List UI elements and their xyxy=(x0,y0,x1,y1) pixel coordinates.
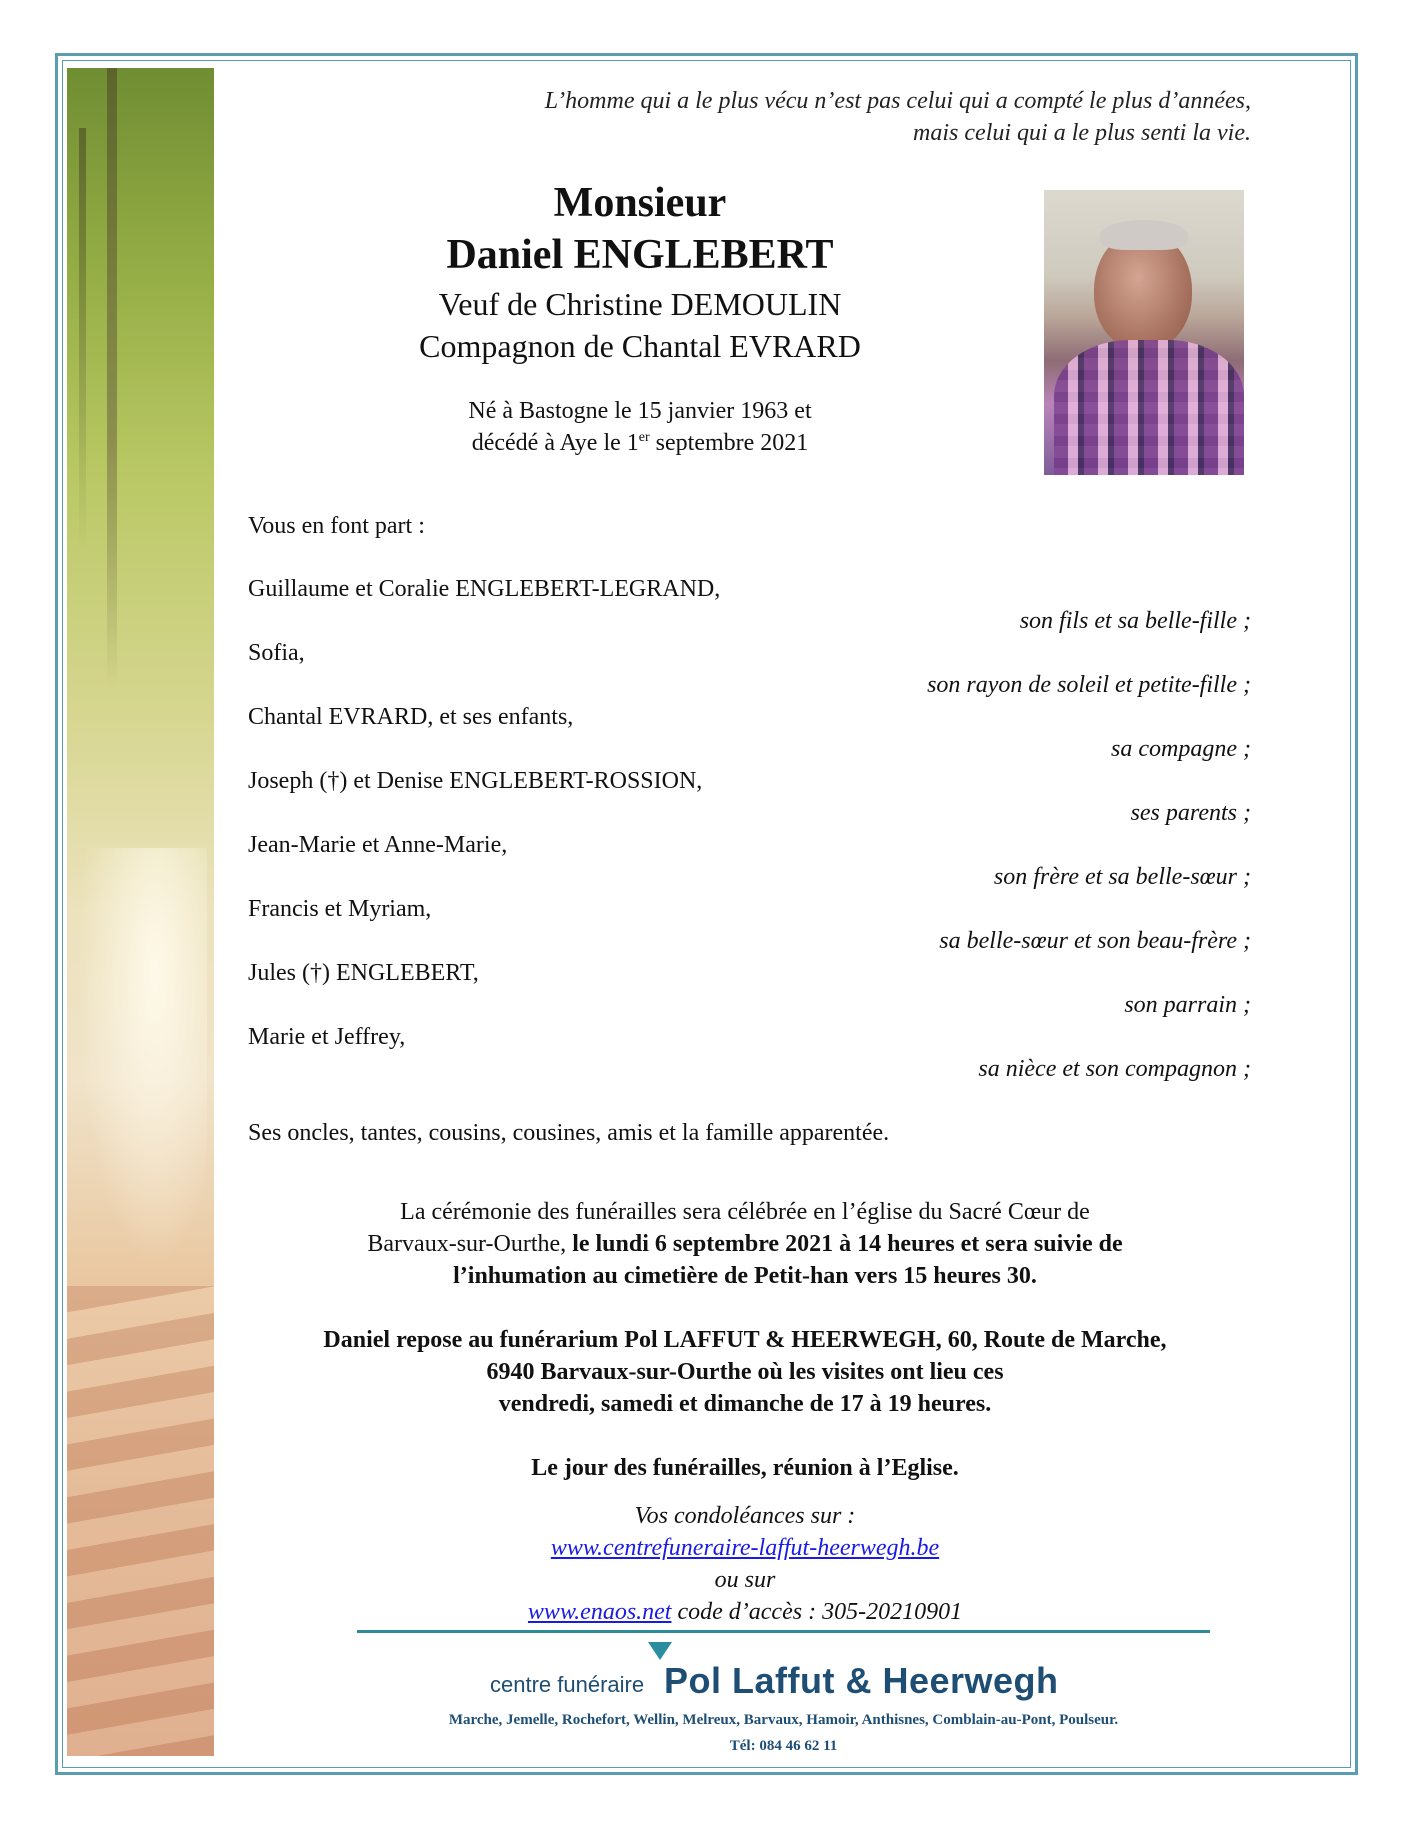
ceremony-line: l’inhumation au cimetière de Petit-han vers 15 heures 30. xyxy=(453,1263,1037,1289)
family-relation: sa nièce et son compagnon ; xyxy=(978,1056,1251,1082)
footer-divider xyxy=(357,1630,1210,1633)
funerarium-line: 6940 Barvaux-sur-Ourthe où les visites ont lieu ces xyxy=(486,1359,1004,1385)
funerarium-line: vendredi, samedi et dimanche de 17 à 19 heures. xyxy=(498,1391,992,1417)
family-names: Marie et Jeffrey, xyxy=(248,1024,406,1050)
birth-line: Né à Bastogne le 15 janvier 1963 et xyxy=(468,398,812,424)
family-relation: son rayon de soleil et petite-fille ; xyxy=(927,672,1251,698)
logo-prefix: centre funéraire xyxy=(490,1672,645,1697)
widower-line: Veuf de Christine DEMOULIN xyxy=(438,286,842,322)
portrait-photo xyxy=(1044,190,1244,475)
forest-path-side-image xyxy=(67,68,214,1756)
honorific: Monsieur xyxy=(553,180,727,226)
ordinal-superscript: er xyxy=(638,430,650,445)
logo-towns: Marche, Jemelle, Rochefort, Wellin, Melreux, Barvaux, Hamoir, Anthisnes, Comblain-au-Pont, Poulseur. xyxy=(448,1712,1119,1728)
funerarium-line: Daniel repose au funérarium Pol LAFFUT & HEERWEGH, 60, Route de Marche, xyxy=(323,1327,1167,1353)
sunlight-graphic xyxy=(77,848,207,1268)
path-graphic xyxy=(67,1286,214,1756)
death-line xyxy=(300,427,980,459)
family-names: Jules (†) ENGLEBERT, xyxy=(248,960,479,986)
death-line-suffix: septembre 2021 xyxy=(649,430,809,456)
epigraph-quote xyxy=(351,85,1251,149)
ceremony-line: La cérémonie des funérailles sera célébrée en l’église du Sacré Cœur de xyxy=(400,1199,1090,1225)
family-relation: son frère et sa belle-sœur ; xyxy=(993,864,1251,890)
quote-line: mais celui qui a le plus senti la vie. xyxy=(913,120,1251,146)
ceremony-place: Barvaux-sur-Ourthe, xyxy=(367,1231,573,1257)
tree-trunk-graphic xyxy=(107,68,117,688)
family-names: Chantal EVRARD, et ses enfants, xyxy=(248,704,574,730)
family-relation: son fils et sa belle-fille ; xyxy=(1019,608,1251,634)
logo-phone: Tél: 084 46 62 11 xyxy=(729,1738,838,1754)
deceased-name: Daniel ENGLEBERT xyxy=(446,232,834,278)
intro-text: Vous en font part : xyxy=(248,513,425,539)
family-names: Guillaume et Coralie ENGLEBERT-LEGRAND, xyxy=(248,576,721,602)
condolences-label: Vos condoléances sur : xyxy=(634,1503,856,1529)
family-relation: son parrain ; xyxy=(1124,992,1251,1018)
access-code: code d’accès : 305-20210901 xyxy=(671,1599,963,1625)
family-relation: ses parents ; xyxy=(1130,800,1251,826)
family-names: Joseph (†) et Denise ENGLEBERT-ROSSION, xyxy=(248,768,703,794)
death-line-prefix: décédé à Aye le 1 xyxy=(471,430,639,456)
extended-family-text: Ses oncles, tantes, cousins, cousines, amis et la famille apparentée. xyxy=(248,1120,890,1146)
ceremony-line xyxy=(230,1228,1260,1260)
enaos-row xyxy=(230,1596,1260,1628)
tree-trunk-graphic xyxy=(79,128,86,548)
or-text: ou sur xyxy=(714,1567,776,1593)
family-relation: sa belle-sœur et son beau-frère ; xyxy=(939,928,1251,954)
meeting-text: Le jour des funérailles, réunion à l’Eglise. xyxy=(531,1455,959,1481)
logo-name: Pol Laffut & Heerwegh xyxy=(664,1660,1059,1701)
quote-line: L’homme qui a le plus vécu n’est pas celui qui a compté le plus d’années, xyxy=(544,88,1251,114)
logo-triangle-icon xyxy=(648,1642,672,1660)
family-names: Jean-Marie et Anne-Marie, xyxy=(248,832,508,858)
condolences-link-row xyxy=(230,1532,1260,1564)
family-names: Sofia, xyxy=(248,640,305,666)
hair-graphic xyxy=(1100,220,1188,250)
companion-line: Compagnon de Chantal EVRARD xyxy=(419,328,861,364)
condolences-link[interactable]: www.centrefuneraire-laffut-heerwegh.be xyxy=(550,1535,940,1561)
shirt-graphic xyxy=(1054,340,1244,475)
family-names: Francis et Myriam, xyxy=(248,896,432,922)
enaos-link[interactable]: www.enaos.net xyxy=(527,1599,672,1625)
ceremony-date: le lundi 6 septembre 2021 à 14 heures et sera suivie de xyxy=(572,1231,1123,1257)
family-relation: sa compagne ; xyxy=(1111,736,1251,762)
